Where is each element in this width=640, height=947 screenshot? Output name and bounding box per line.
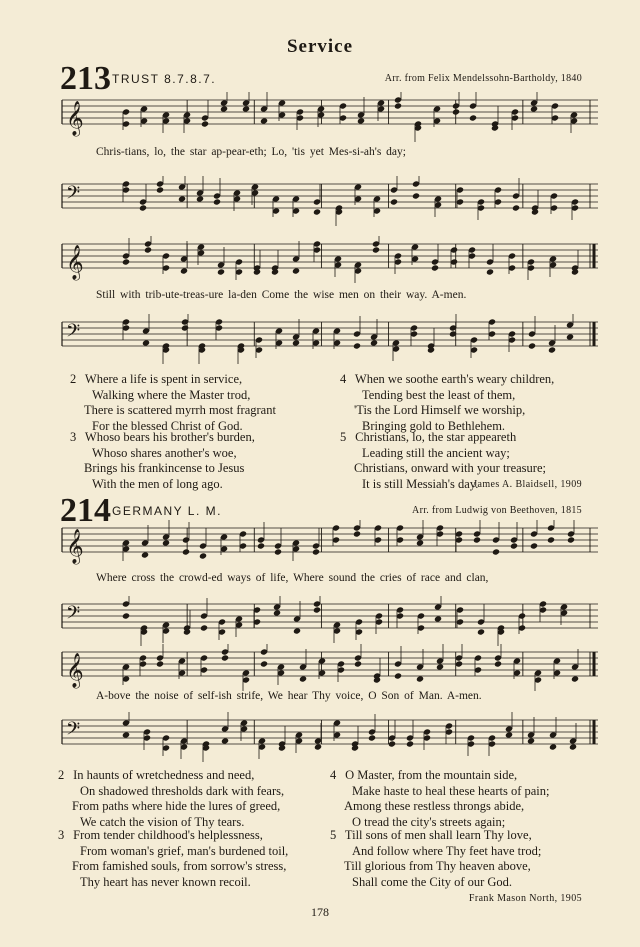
stanza-text: O Master, from the mountain side, <box>342 768 518 782</box>
note-head <box>492 548 500 555</box>
note-head <box>567 536 575 543</box>
stanza-line: Thy heart has never known recoil. <box>80 874 251 889</box>
note-head <box>566 333 574 340</box>
stanza-line: Brings his frankincense to Jesus <box>84 461 245 475</box>
hymn-214-credit: Frank Mason North, 1905 <box>468 893 582 904</box>
stanza-line <box>330 828 541 844</box>
stanza-number: 5 <box>340 430 347 444</box>
note-head <box>510 542 518 549</box>
note-head <box>292 267 300 274</box>
hymn-214-system-2-bass <box>60 712 600 762</box>
note-head <box>292 339 300 346</box>
hymn-213-number: 213 <box>60 60 111 97</box>
stanza-number: 3 <box>58 828 65 842</box>
note-head <box>530 542 538 549</box>
note-head <box>221 737 229 744</box>
note-head <box>122 731 130 738</box>
note-head <box>571 675 579 682</box>
note-head <box>273 609 281 616</box>
note-head <box>368 734 376 741</box>
bass-clef-icon: 𝄢 <box>66 320 81 345</box>
bass-staff <box>60 712 600 762</box>
note-head <box>527 737 535 744</box>
hymn-213-stanza <box>340 372 554 434</box>
bass-clef-icon: 𝄢 <box>66 182 81 207</box>
hymn-214-system-1 <box>60 520 600 570</box>
note-head <box>196 195 204 202</box>
stanza-text: Christians, lo, the star appeareth <box>352 430 517 444</box>
note-head <box>313 606 321 613</box>
stanza-line <box>58 828 288 844</box>
treble-clef-icon: 𝄞 <box>66 530 84 563</box>
stanza-line: We catch the vision of Thy tears. <box>80 814 245 829</box>
treble-clef-icon: 𝄞 <box>66 246 84 279</box>
hymn-213-lyrics-line-1: Chris-tians, lo, the star ap-pear-eth; Lo, 'tis yet Mes-si-ah's day; <box>96 146 406 158</box>
note-head <box>416 539 424 546</box>
note-head <box>548 346 556 353</box>
stanza-number: 4 <box>330 768 337 782</box>
note-head <box>353 342 361 349</box>
stanza-number: 2 <box>70 372 77 386</box>
hymn-213-arrangement: Arr. from Felix Mendelssohn-Bartholdy, 1840 <box>384 73 582 84</box>
note-head <box>221 654 229 661</box>
note-head <box>569 743 577 750</box>
note-head <box>274 548 282 555</box>
stanza-text: In haunts of wretchedness and need, <box>70 768 255 782</box>
stanza-line: Among these restless throngs abide, <box>344 799 525 813</box>
stanza-line <box>70 430 255 446</box>
note-head <box>257 542 265 549</box>
note-head <box>390 198 398 205</box>
stanza-number: 4 <box>340 372 347 386</box>
note-head <box>201 120 209 127</box>
note-head <box>412 192 420 199</box>
note-head <box>141 551 149 558</box>
stanza-line: There is scattered myrrh most fragrant <box>84 403 276 417</box>
note-head <box>314 743 322 750</box>
stanza-line: 'Tis the Lord Himself we worship, <box>354 403 526 417</box>
stanza-number: 2 <box>58 768 65 782</box>
stanza-line: O tread the city's streets again; <box>352 814 506 829</box>
note-head <box>477 628 485 635</box>
stanza-line: It is still Messiah's day. <box>362 476 479 491</box>
treble-staff <box>60 644 600 694</box>
note-head <box>142 339 150 346</box>
stanza-number: 5 <box>330 828 337 842</box>
note-head <box>406 740 414 747</box>
bass-staff <box>60 596 600 646</box>
note-head <box>299 675 307 682</box>
note-head <box>505 731 513 738</box>
hymn-213-tune: TRUST 8.7.8.7. <box>112 72 217 86</box>
stanza-line <box>340 430 546 446</box>
note-head <box>353 530 361 537</box>
stanza-text: Till sons of men shall learn Thy love, <box>342 828 532 842</box>
stanza-line: For the blessed Christ of God. <box>92 418 243 433</box>
stanza-number: 3 <box>70 430 77 444</box>
note-head <box>312 548 320 555</box>
note-head <box>217 268 225 275</box>
bass-staff <box>60 176 600 232</box>
note-head <box>354 660 362 667</box>
hymn-214-stanza <box>58 828 288 890</box>
note-head <box>122 612 130 619</box>
page-number: 178 <box>311 905 329 919</box>
stanza-line: Bringing gold to Bethlehem. <box>362 418 506 433</box>
stanza-line <box>340 372 554 388</box>
note-head <box>416 675 424 682</box>
note-head <box>473 536 481 543</box>
treble-staff <box>60 520 600 570</box>
note-head <box>122 258 130 265</box>
hymn-213-system-2 <box>60 236 600 286</box>
stanza-line <box>70 372 276 388</box>
hymn-213-credit: James A. Blaidsell, 1909 <box>473 479 582 490</box>
stanza-text: Whoso bears his brother's burden, <box>82 430 255 444</box>
bass-clef-icon: 𝄢 <box>66 718 81 743</box>
hymn-214-stanza <box>58 768 284 830</box>
hymn-214-stanza <box>330 828 541 890</box>
treble-staff <box>60 236 600 286</box>
note-head <box>199 552 207 559</box>
hymn-213-stanza <box>70 430 255 492</box>
hymn-214-arrangement: Arr. from Ludwig von Beethoven, 1815 <box>412 505 582 516</box>
note-head <box>530 105 538 112</box>
hymn-214-system-1-bass <box>60 596 600 646</box>
hymn-214-stanza <box>330 768 550 830</box>
hymn-213-system-2-bass <box>60 314 600 364</box>
note-head <box>528 342 536 349</box>
treble-clef-icon: 𝄞 <box>66 654 84 687</box>
note-head <box>181 324 189 331</box>
note-head <box>372 246 380 253</box>
note-head <box>549 743 557 750</box>
treble-staff <box>60 92 600 142</box>
hymn-213-system-1-bass <box>60 176 600 232</box>
bass-staff <box>60 314 600 364</box>
note-head <box>178 195 186 202</box>
stanza-line: Tending best the least of them, <box>362 387 516 402</box>
hymn-214-tune: GERMANY L. M. <box>112 504 222 518</box>
stanza-line: Till glorious from Thy heaven above, <box>344 859 531 873</box>
note-head <box>394 102 402 109</box>
note-head <box>200 624 208 631</box>
hymn-214-lyrics-line-1: Where cross the crowd-ed ways of life, Where sound the cries of race and clan, <box>96 572 489 584</box>
stanza-line: From woman's grief, man's burdened toil, <box>80 843 289 858</box>
note-head <box>220 105 228 112</box>
note-head <box>162 539 170 546</box>
section-title: Service <box>286 36 354 57</box>
note-head <box>434 615 442 622</box>
note-head <box>260 660 268 667</box>
stanza-text: From tender childhood's helplessness, <box>70 828 263 842</box>
note-head <box>431 264 439 271</box>
hymn-213-system-1 <box>60 92 600 142</box>
stanza-line: Walking where the Master trod, <box>92 387 251 402</box>
hymn-213-stanza <box>70 372 276 434</box>
note-head <box>494 660 502 667</box>
note-head <box>156 660 164 667</box>
note-head <box>260 117 268 124</box>
stanza-line: With the men of long ago. <box>92 476 223 491</box>
stanza-line: And follow where Thy feet have trod; <box>352 843 542 858</box>
stanza-line <box>330 768 550 784</box>
note-head <box>180 267 188 274</box>
stanza-line: Whoso shares another's woe, <box>92 445 237 460</box>
hymn-214-lyrics-line-2: A-bove the noise of self-ish strife, We hear Thy voice, O Son of Man. A-men. <box>96 690 482 702</box>
note-head <box>144 246 152 253</box>
bass-clef-icon: 𝄢 <box>66 602 81 627</box>
treble-clef-icon: 𝄞 <box>66 102 84 135</box>
stanza-line: From famished souls, from sorrow's stress, <box>72 859 287 873</box>
note-head <box>469 114 477 121</box>
stanza-line: Leading still the ancient way; <box>362 445 510 460</box>
hymn-214-system-2 <box>60 644 600 694</box>
note-head <box>394 672 402 679</box>
stanza-line: Make haste to heal these hearts of pain; <box>352 783 550 798</box>
stanza-text: When we soothe earth's weary children, <box>352 372 555 386</box>
stanza-line: Christians, onward with your treasure; <box>354 461 546 475</box>
note-head <box>357 117 365 124</box>
note-head <box>313 208 321 215</box>
note-head <box>370 339 378 346</box>
stanza-line: On shadowed thresholds dark with fears, <box>80 783 285 798</box>
note-head <box>139 204 147 211</box>
note-head <box>512 204 520 211</box>
note-head <box>547 536 555 543</box>
stanza-line: From paths where hide the lures of greed, <box>72 799 281 813</box>
note-head <box>452 108 460 115</box>
hymn-214-number: 214 <box>60 492 111 529</box>
note-head <box>388 740 396 747</box>
hymn-213-lyrics-line-2: Still with trib-ute-treas-ure la-den Come the wise men on their way. A-men. <box>96 289 467 301</box>
note-head <box>293 627 301 634</box>
note-head <box>213 198 221 205</box>
note-head <box>182 548 190 555</box>
stanza-line <box>58 768 284 784</box>
note-head <box>156 186 164 193</box>
stanza-text: Where a life is spent in service, <box>82 372 243 386</box>
stanza-line: Shall come the City of our God. <box>352 874 513 889</box>
note-head <box>242 105 250 112</box>
note-head <box>486 268 494 275</box>
note-head <box>436 663 444 670</box>
